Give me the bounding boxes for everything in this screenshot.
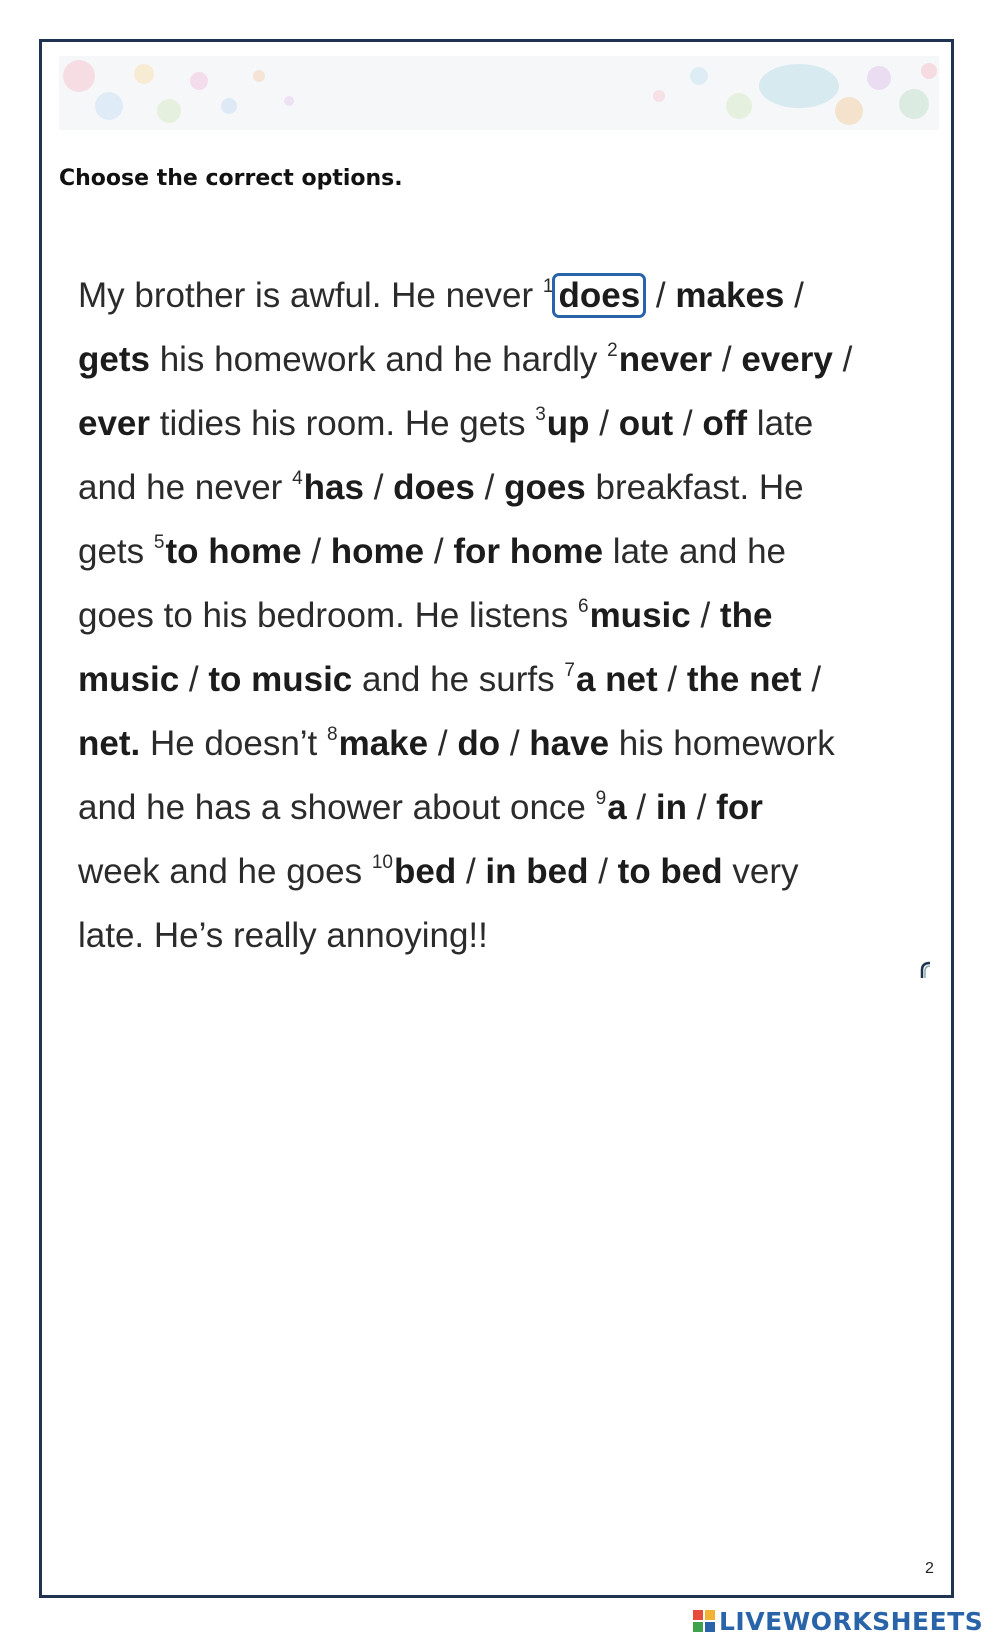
passage-line-4 — [78, 456, 938, 520]
question-number-7: 7 — [564, 660, 575, 681]
passage-line-7 — [78, 648, 938, 712]
passage-text: late. He’s really annoying!! — [78, 916, 488, 955]
passage-text: My brother is awful. He never — [78, 276, 543, 315]
question-number-2: 2 — [607, 340, 618, 361]
separator: / — [655, 276, 666, 315]
separator: / — [811, 660, 822, 699]
passage-text: and he never — [78, 468, 293, 507]
option-8-make[interactable]: make — [338, 724, 429, 763]
question-number-6: 6 — [577, 596, 589, 617]
question-number-9: 9 — [595, 788, 607, 809]
option-6-the-music[interactable]: the — [719, 596, 773, 635]
option-3-off[interactable]: off — [702, 404, 748, 443]
instruction-heading: Choose the correct options. — [59, 166, 403, 191]
option-6-music[interactable]: music — [589, 596, 691, 635]
passage-text: goes to his bedroom. He listens — [78, 596, 578, 635]
separator: / — [599, 404, 609, 443]
option-5-for-home[interactable]: for home — [453, 532, 604, 571]
page-number: 2 — [925, 1560, 934, 1577]
option-9-for[interactable]: for — [716, 788, 763, 827]
option-10-to-bed[interactable]: to bed — [617, 852, 723, 891]
drag-handle-icon[interactable] — [918, 960, 938, 980]
option-4-goes[interactable]: goes — [504, 468, 586, 507]
separator: / — [465, 852, 476, 891]
passage-line-8 — [78, 712, 938, 776]
question-number-10: 10 — [371, 852, 393, 873]
passage-text: late — [747, 404, 814, 443]
option-7-the-net[interactable]: the net — [686, 660, 802, 699]
separator: / — [484, 468, 495, 507]
separator: / — [509, 724, 520, 763]
option-9-in[interactable]: in — [655, 788, 687, 827]
question-number-8: 8 — [327, 724, 338, 745]
option-2-ever[interactable]: ever — [78, 404, 151, 443]
passage-line-6 — [78, 584, 938, 648]
question-number-3: 3 — [535, 404, 546, 425]
question-number-1: 1 — [542, 276, 554, 297]
passage-line-5 — [78, 520, 938, 584]
separator: / — [842, 340, 853, 379]
option-7-a-net[interactable]: a net — [575, 660, 658, 699]
option-3-out[interactable]: out — [618, 404, 674, 443]
option-5-home[interactable]: home — [330, 532, 425, 571]
option-2-never[interactable]: never — [618, 340, 713, 379]
passage-text: week and he goes — [78, 852, 372, 891]
passage-line-1 — [78, 264, 938, 328]
question-number-4: 4 — [292, 468, 303, 489]
separator: / — [433, 532, 444, 571]
option-8-do[interactable]: do — [457, 724, 501, 763]
separator: / — [667, 660, 678, 699]
option-1-makes[interactable]: makes — [675, 276, 785, 315]
option-4-has[interactable]: has — [303, 468, 364, 507]
option-10-in-bed[interactable]: in bed — [485, 852, 589, 891]
separator: / — [696, 788, 707, 827]
option-1-does[interactable]: does — [552, 273, 646, 318]
separator: / — [311, 532, 322, 571]
passage-text: and he has a shower about once — [78, 788, 596, 827]
passage-line-9 — [78, 776, 938, 840]
option-2-every[interactable]: every — [741, 340, 833, 379]
passage-line-3 — [78, 392, 938, 456]
option-4-does[interactable]: does — [393, 468, 475, 507]
separator: / — [373, 468, 384, 507]
liveworksheets-logo — [693, 1605, 983, 1637]
option-8-have[interactable]: have — [529, 724, 610, 763]
passage-text: very — [722, 852, 799, 891]
option-7-net[interactable]: net. — [78, 724, 141, 763]
separator: / — [721, 340, 732, 379]
passage — [78, 264, 938, 968]
separator: / — [598, 852, 608, 891]
option-6-to-music[interactable]: to music — [208, 660, 353, 699]
passage-text: gets — [78, 532, 154, 571]
option-6-the-music-cont[interactable]: music — [78, 660, 180, 699]
separator: / — [188, 660, 199, 699]
passage-text: his homework — [609, 724, 835, 763]
separator: / — [437, 724, 448, 763]
brand-name: LIVEWORKSHEETS — [719, 1606, 984, 1636]
separator: / — [682, 404, 693, 443]
question-number-5: 5 — [153, 532, 165, 553]
option-10-bed[interactable]: bed — [393, 852, 457, 891]
option-9-a[interactable]: a — [607, 788, 627, 827]
passage-text: late and he — [603, 532, 787, 571]
separator: / — [794, 276, 804, 315]
passage-line-10 — [78, 840, 938, 904]
passage-text: He doesn’t — [140, 724, 328, 763]
passage-line-11 — [78, 904, 938, 968]
separator: / — [636, 788, 647, 827]
passage-text: his homework and he hardly — [149, 340, 608, 379]
passage-line-2 — [78, 328, 938, 392]
decorative-banner — [59, 56, 939, 130]
passage-text: breakfast. He — [585, 468, 804, 507]
liveworksheets-logo-icon — [693, 1610, 715, 1632]
option-3-up[interactable]: up — [546, 404, 590, 443]
passage-text: and he surfs — [352, 660, 565, 699]
passage-text: tidies his room. He gets — [150, 404, 536, 443]
option-1-gets[interactable]: gets — [78, 340, 150, 379]
option-5-to-home[interactable]: to home — [165, 532, 302, 571]
separator: / — [700, 596, 711, 635]
